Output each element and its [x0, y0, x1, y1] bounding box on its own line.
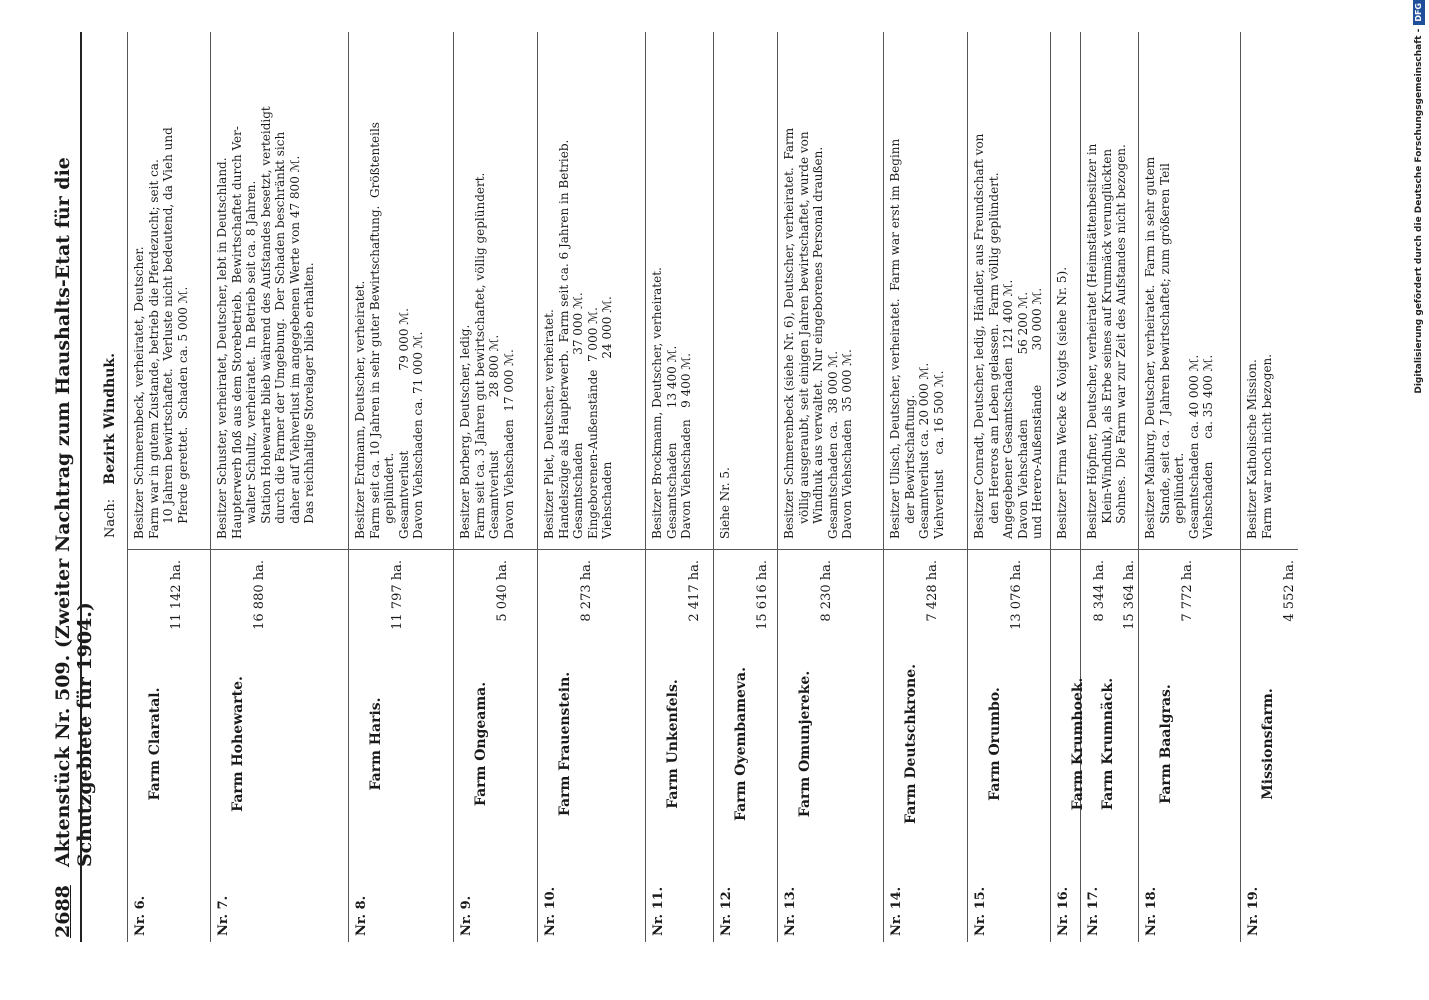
description-line: Station Hohewarte blieb während des Aufstandes besetzt, verteidigt	[258, 106, 273, 539]
description-line: Farm war noch nicht bezogen.	[1259, 353, 1274, 539]
entry-row	[1138, 32, 1240, 942]
description-line: Viehverlust ca. 16 500 ℳ.	[931, 370, 946, 539]
entry-farm-cell	[454, 549, 537, 942]
entry-row	[1240, 32, 1298, 942]
description-line: Besitzer Brockmann, Deutscher, verheiratet.	[650, 267, 664, 539]
entry-row	[537, 32, 645, 942]
description-line: Besitzer Schuster, verheiratet, Deutscher, lebt in Deutschland.	[215, 157, 229, 539]
description-line: Handelszüge als Haupterwerb. Farm seit ca. 6 Jahren in Betrieb.	[556, 139, 571, 539]
description-line: Besitzer Maiburg, Deutscher, verheiratet. Farm in sehr gutem	[1143, 156, 1157, 539]
entry-description	[646, 32, 713, 549]
entry-row	[210, 32, 348, 942]
description-line: Besitzer Schmerenbeck (siehe Nr. 6), Deutscher, verheiratet. Farm	[782, 127, 796, 539]
scan-credit	[1412, 0, 1426, 990]
farm-name: Farm Krumhoek.	[1070, 677, 1086, 811]
farm-area: 15 616 ha.	[755, 560, 770, 630]
description-line: Gesamtverlust 28 800 ℳ.	[487, 334, 501, 539]
entry-description	[968, 32, 1050, 549]
entry-row	[645, 32, 713, 942]
entry-farm-cell	[884, 549, 967, 942]
description-line: Besitzer Höpfner, Deutscher, verheiratet (Heimstättenbesitzer in	[1085, 143, 1099, 539]
page-header	[52, 38, 96, 938]
entry-description	[1081, 32, 1138, 549]
dfg-logo: DFG	[1413, 0, 1425, 25]
credit-text: Digitalisierung gefördert durch die Deutsche Forschungsgemeinschaft -	[1414, 28, 1424, 394]
description-line: Pferde gerettet. Schaden ca. 5 000 ℳ.	[175, 286, 190, 539]
entry-number: Nr. 6.	[133, 895, 148, 936]
description-line: Besitzer Katholische Mission.	[1245, 359, 1259, 539]
section-heading	[92, 32, 127, 942]
entry-description	[538, 32, 645, 549]
description-line: Gesamtverlust 79 000 ℳ.	[396, 308, 411, 539]
description-line: Sohnes. Die Farm war zur Zeit des Aufstandes nicht bezogen.	[1114, 144, 1128, 539]
entry-farm-cell	[968, 549, 1050, 942]
entry-row	[883, 32, 967, 942]
entry-farm-cell	[646, 549, 713, 942]
farm-area: 2 417 ha.	[687, 560, 702, 622]
farm-name: Farm Haris.	[368, 697, 384, 791]
entry-description	[1051, 32, 1080, 549]
description-line: Farm war in gutem Zustande, betrieb die Pferdezucht; seit ca.	[146, 159, 161, 539]
description-line: Gesamtschaden 37 000 ℳ.	[571, 292, 585, 539]
description-line: Davon Viehschaden 56 200 ℳ.	[1015, 291, 1030, 539]
description-line: Stande, seit ca. 7 Jahren bewirtschaftet; zum größeren Teil	[1157, 163, 1172, 539]
description-line: Gesamtverlust ca. 20 000 ℳ.	[917, 362, 931, 539]
description-line: Angegebener Gesamtschaden 121 400 ℳ.	[1001, 279, 1015, 539]
entry-description	[884, 32, 967, 549]
entry-list	[127, 32, 1298, 942]
description-line: Haupterwerb floß aus dem Storebetrieb. Bewirtschaftet durch Ver-	[229, 126, 244, 539]
entry-row	[127, 32, 210, 942]
farm-name: Farm Ongeama.	[473, 681, 489, 807]
section-prefix: Nach:	[102, 498, 118, 538]
farm-area: 11 797 ha.	[390, 560, 405, 630]
entry-description	[454, 32, 537, 549]
description-line: 10 Jahren bewirtschaftet. Verluste nicht bedeutend, da Vieh und	[161, 127, 175, 539]
farm-area: 4 552 ha.	[1282, 560, 1297, 622]
entry-description	[211, 32, 348, 549]
farm-name: Farm Omunjereke.	[797, 670, 813, 818]
entry-number: Nr. 11.	[651, 886, 666, 936]
entry-row	[1080, 32, 1138, 942]
entry-number: Nr. 19.	[1246, 886, 1261, 936]
farm-area: 8 273 ha.	[579, 560, 594, 622]
description-line: völlig ausgeraubt, seit einigen Jahren bewirtschaftet, wurde von	[796, 131, 811, 539]
entry-farm-cell	[211, 549, 348, 942]
description-line: Besitzer Schmerenbeck, verheiratet, Deutscher.	[132, 246, 146, 539]
farm-name: Farm Hohewarte.	[230, 676, 246, 812]
entry-farm-cell	[1139, 549, 1240, 942]
farm-area: 15 364 ha.	[1122, 560, 1137, 630]
entry-farm-cell	[714, 549, 777, 942]
description-line: walter Schultz, verheiratet. In Betrieb seit ca. 8 Jahren.	[244, 180, 258, 539]
farm-area: 11 142 ha.	[169, 560, 184, 630]
farm-name: Farm Oyembameva.	[733, 666, 749, 822]
entry-number: Nr. 7.	[216, 895, 231, 936]
description-line: daher auf Viehverlust im angegebenen Werte von 47 800 ℳ.	[287, 155, 302, 539]
farm-name: Farm Orumbo.	[987, 687, 1003, 801]
entry-number: Nr. 17.	[1086, 886, 1101, 936]
entry-row	[348, 32, 453, 942]
description-line: Davon Viehschaden 17 000 ℳ.	[501, 349, 516, 539]
entry-row	[453, 32, 537, 942]
description-line: Das reichhaltige Storelager blieb erhalten.	[302, 262, 316, 539]
description-line: Besitzer Ulisch, Deutscher, verheiratet. Farm war erst im Beginn	[888, 138, 902, 539]
entry-number: Nr. 9.	[459, 895, 474, 936]
entry-number: Nr. 16.	[1056, 886, 1071, 936]
entry-row	[713, 32, 777, 942]
section-name: Bezirk Windhuk.	[101, 353, 118, 485]
farm-area: 13 076 ha.	[1009, 560, 1024, 630]
farm-name: Farm Frauenstein.	[557, 671, 573, 817]
page-number: 2688	[52, 885, 74, 938]
entries-table	[92, 32, 1298, 942]
farm-name: Farm Deutschkrone.	[903, 664, 919, 824]
document-title: Aktenstück Nr. 509. (Zweiter Nachtrag zum Haushalts-Etat für die Schutzgebiete für 1904.)	[52, 157, 96, 868]
farm-area: 8 230 ha.	[819, 560, 834, 622]
description-line: durch die Farmer der Umgebung. Der Schaden beschränkt sich	[273, 131, 287, 539]
entry-description	[349, 32, 453, 549]
description-line: Siehe Nr. 5.	[718, 467, 732, 539]
description-line: Besitzer Borberg, Deutscher, ledig.	[458, 324, 472, 539]
farm-area: 8 344 ha.	[1092, 560, 1107, 622]
entry-farm-cell	[1081, 549, 1138, 942]
description-line: Windhuk aus verwaltet. Nur eingeborenes Personal draußen.	[811, 146, 825, 539]
entry-row	[777, 32, 883, 942]
farm-name: Farm Unkenfels.	[665, 679, 681, 809]
entry-number: Nr. 10.	[543, 886, 558, 936]
entry-number: Nr. 14.	[889, 886, 904, 936]
entry-description	[1241, 32, 1298, 549]
description-line: und Herero-Außenstände 30 000 ℳ.	[1030, 287, 1044, 539]
entry-farm-cell	[128, 549, 210, 942]
description-line: Viehschaden ca. 35 400 ℳ.	[1201, 354, 1215, 539]
header-rule	[80, 32, 82, 942]
entry-number: Nr. 15.	[973, 886, 988, 936]
farm-area: 7 428 ha.	[925, 560, 940, 622]
entry-row	[967, 32, 1050, 942]
description-line: Besitzer Firma Wecke & Voigts (siehe Nr. 5).	[1055, 266, 1069, 539]
description-line: Davon Viehschaden 35 000 ℳ.	[840, 349, 854, 539]
farm-name: Farm Krumnäck.	[1100, 677, 1116, 811]
description-line: geplündert.	[1172, 452, 1186, 539]
description-line: Farm seit ca. 10 Jahren in sehr guter Bewirtschaftung. Größtenteils	[367, 122, 382, 539]
description-line: Farm seit ca. 3 Jahren gut bewirtschaftet, völlig geplündert.	[472, 172, 487, 539]
description-line: Besitzer Pilet, Deutscher, verheiratet.	[542, 309, 556, 539]
entry-number: Nr. 8.	[354, 895, 369, 936]
description-line: der Bewirtschaftung.	[902, 394, 917, 539]
description-line: Gesamtschaden ca. 40 000 ℳ.	[1186, 354, 1201, 539]
entry-farm-cell	[538, 549, 645, 942]
description-line: Gesamtschaden ca. 38 000 ℳ.	[825, 350, 840, 539]
farm-name: Farm Baalgras.	[1158, 684, 1174, 804]
entry-description	[778, 32, 883, 549]
description-line: Gesamtschaden 13 400 ℳ.	[664, 345, 679, 539]
description-line: Viehschaden 24 000 ℳ.	[600, 296, 614, 539]
description-line: den Hereros am Leben gelassen. Farm völlig geplündert.	[986, 172, 1001, 539]
entry-description	[714, 32, 777, 549]
entry-farm-cell	[349, 549, 453, 942]
farm-area: 7 772 ha.	[1180, 560, 1195, 622]
description-line: Eingeborenen-Außenstände 7 000 ℳ.	[585, 307, 600, 539]
description-line: Davon Viehschaden 9 400 ℳ.	[679, 353, 693, 539]
farm-area: 16 880 ha.	[252, 560, 267, 630]
entry-description	[128, 32, 210, 549]
entry-number: Nr. 13.	[783, 886, 798, 936]
description-line: Klein-Windhuk), als Erbe seines auf Krumnäck verunglückten	[1099, 148, 1114, 539]
entry-description	[1139, 32, 1240, 549]
description-line: Davon Viehschaden ca. 71 000 ℳ.	[411, 331, 425, 539]
entry-number: Nr. 12.	[719, 886, 734, 936]
entry-farm-cell	[1241, 549, 1298, 942]
farm-area: 5 040 ha.	[495, 560, 510, 622]
description-line: Besitzer Erdmann, Deutscher, verheiratet.	[353, 280, 367, 539]
farm-name: Missionsfarm.	[1260, 688, 1276, 800]
description-line: geplündert.	[382, 452, 396, 539]
farm-name: Farm Claratal.	[147, 687, 163, 801]
entry-farm-cell	[778, 549, 883, 942]
entry-number: Nr. 18.	[1144, 886, 1159, 936]
description-line: Besitzer Conradt, Deutscher, ledig, Händler, aus Freundschaft von	[972, 133, 986, 539]
